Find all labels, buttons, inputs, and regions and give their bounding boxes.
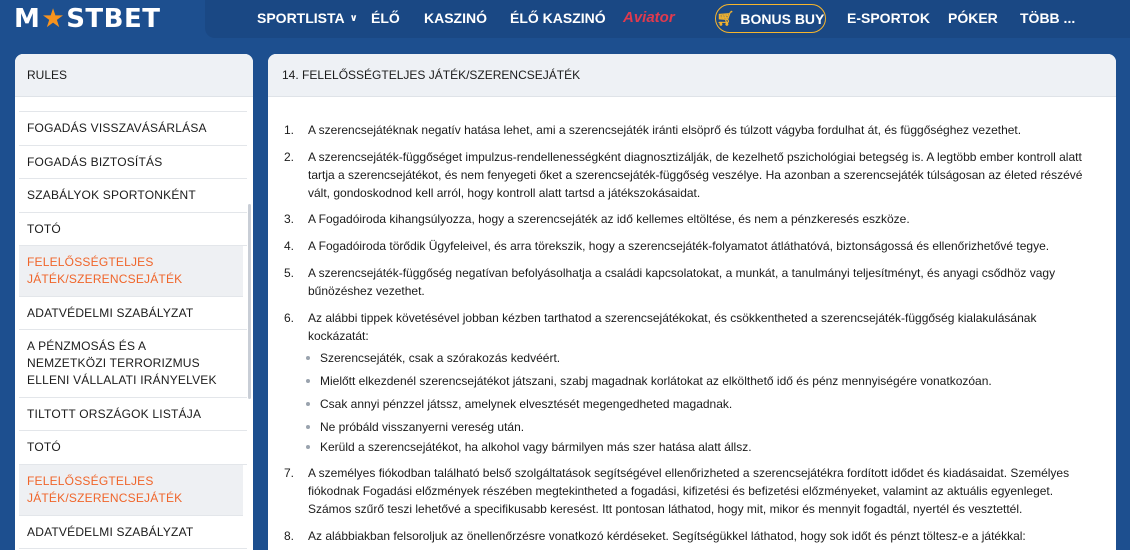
sidebar-item[interactable] [19, 330, 247, 398]
tip-text: Ne próbáld visszanyerni vereség után. [320, 420, 525, 434]
rule-text: Az alábbiakban felsoroljuk az önellenőrzésre vonatkozó kérdéseket. Segítségükkel láthatod, hogy sok időt és pénzt töltesz-e a játékkal: [308, 529, 1026, 543]
nav-sportlista[interactable] [257, 10, 358, 26]
rule-number: 8. [284, 529, 295, 543]
bullet-dot [306, 402, 310, 406]
rule-number: 4. [284, 239, 295, 253]
rule-item [284, 464, 1104, 518]
sidebar-list[interactable] [15, 97, 247, 550]
sidebar-item[interactable] [19, 179, 247, 213]
bullet-dot [306, 445, 310, 449]
chevron-down-icon: ∨ [349, 13, 358, 24]
rule-number: 5. [284, 266, 295, 280]
sidebar-item-label: SZABÁLYOK SPORTONKÉNT [27, 188, 196, 202]
nav-elo-kaszino[interactable]: ÉLŐ KASZINÓ [510, 10, 606, 26]
rule-item [284, 309, 1104, 345]
rule-text: A személyes fiókodban található belső szolgáltatások segítségével ellenőrizheted a szerencsejátékra fordított idődet és kiadásaidat. Személyes fiókodnak Fogadási előzmények részében megtekintheted a fogadási, kifizetési és befizetési előzményeket, valamint az aktuális egyenleget. Számos szűrő teszi lehetővé a specifikusabb keresést. Itt pontosan láthatod, hogy mit, mikor és mennyit fogadtál, nyertél és vesztettél. [308, 466, 1070, 516]
rule-item [284, 121, 1104, 139]
logo-text-right: STBET [66, 4, 161, 34]
nav-esportok[interactable]: E-SPORTOK [847, 10, 930, 26]
sidebar-item-label: TOTÓ [27, 221, 61, 236]
bullet-dot [306, 425, 310, 429]
sidebar-item-label: ADATVÉDELMI SZABÁLYZAT [27, 524, 194, 539]
tip-text: Mielőtt elkezdenél szerencsejátékot játszani, szabj magadnak korlátokat az elkölthető idő és pénz mennyiségére vonatkozóan. [320, 374, 992, 388]
star-icon: ★ [41, 4, 66, 34]
bonus-buy-label: BONUS BUY [740, 10, 825, 27]
rule-text: A Fogadóiroda kihangsúlyozza, hogy a szerencsejáték az idő kellemes eltöltése, és nem a pénzkeresés eszköze. [308, 212, 910, 226]
sidebar-item-label: ADATVÉDELMI SZABÁLYZAT [27, 305, 194, 320]
nav-aviator[interactable]: Aviator [623, 9, 675, 26]
nav-sportlista-label: SPORTLISTA [257, 10, 345, 26]
rule-item [284, 237, 1104, 255]
rule-item [284, 264, 1104, 300]
sidebar-item-label: FELELŐSSÉGTELJES JÁTÉK/SZERENCSEJÁTÉK [27, 255, 183, 286]
main-nav [205, 0, 1130, 38]
cart-icon: 🛒︎ [716, 10, 735, 26]
sidebar-item-label: TOTÓ [27, 440, 61, 454]
bonus-buy-button[interactable] [715, 4, 826, 33]
rules-content [268, 54, 1116, 550]
sidebar-item-active[interactable] [19, 465, 243, 516]
bullet-dot [306, 356, 310, 360]
tip-text: Csak annyi pénzzel játssz, amelynek elvesztését megengedheted magadnak. [320, 397, 733, 411]
rule-item [284, 527, 1104, 545]
section-title: 14. FELELŐSSÉGTELJES JÁTÉK/SZERENCSEJÁTÉK [268, 54, 1116, 97]
sidebar-item[interactable] [19, 112, 247, 146]
rule-text: Az alábbi tippek követésével jobban kézben tarthatod a szerencsejátékokat, és csökkentheted a szerencsejáték-függőség kialakulásának kockázatát: [308, 311, 1037, 343]
rule-number: 3. [284, 212, 295, 226]
sidebar-item[interactable] [19, 431, 247, 465]
rule-number: 6. [284, 311, 295, 325]
sidebar-scrollbar[interactable] [248, 204, 251, 399]
rule-text: A szerencsejátéknak negatív hatása lehet, ami a szerencsejáték iránti elsöprő és túlzott vágyba fordulhat át, és függőséghez vezethet. [308, 123, 1022, 137]
rule-text: A szerencsejáték-függőség negatívan befolyásolhatja a családi kapcsolatokat, a munkát, a tanulmányi teljesítményt, és anyagi csődhöz vagy bűnözéshez vezethet. [308, 266, 1056, 298]
bullet-dot [306, 379, 310, 383]
rule-item [284, 210, 1104, 228]
sidebar-item-active[interactable] [19, 246, 243, 297]
nav-poker[interactable]: PÓKER [948, 10, 998, 26]
sidebar-item-label: FOGADÁS VISSZAVÁSÁRLÁSA [27, 121, 207, 135]
sidebar-item[interactable] [19, 516, 247, 549]
sidebar-title: RULES [15, 54, 253, 97]
sidebar-item-label: FELELŐSSÉGTELJES JÁTÉK/SZERENCSEJÁTÉK [27, 474, 183, 505]
rules-sidebar [15, 54, 253, 550]
mostbet-logo[interactable] [14, 4, 160, 34]
nav-kaszino[interactable]: KASZINÓ [424, 10, 487, 26]
rule-number: 2. [284, 150, 295, 164]
rule-item [284, 148, 1104, 202]
sidebar-item-label: FOGADÁS BIZTOSÍTÁS [27, 154, 163, 169]
sidebar-item-label: TILTOTT ORSZÁGOK LISTÁJA [27, 406, 202, 421]
sidebar-item[interactable] [19, 146, 247, 179]
top-bar [0, 0, 1130, 40]
nav-tobb[interactable]: TÖBB ... [1020, 10, 1076, 26]
sidebar-item-label: A PÉNZMOSÁS ÉS A NEMZETKÖZI TERRORIZMUS ELLENI VÁLLALATI IRÁNYELVEK [27, 339, 217, 387]
logo-text-left: M [14, 4, 41, 34]
sidebar-item[interactable] [19, 398, 247, 431]
sidebar-item-cut[interactable] [19, 97, 247, 112]
rule-text: A szerencsejáték-függőséget impulzus-rendellenességként diagnosztizálják, de kezelhető pszichológiai betegség is. A legtöbb ember kontroll alatt tartja a szerencsejátékot, és nem fenyegeti őket a szerencsejáték-függőség veszélye. Ha azonban a szerencsejáték túlságosan az életed részévé vált, gondoskodnod kell arról, hogy kontroll alatt tartsd a játékszokásaidat. [308, 150, 1083, 200]
sidebar-item[interactable] [19, 297, 247, 330]
nav-elo[interactable]: ÉLŐ [371, 10, 400, 26]
tip-text: Szerencsejáték, csak a szórakozás kedvéért. [320, 351, 561, 365]
rule-number: 7. [284, 466, 295, 480]
rule-number: 1. [284, 123, 295, 137]
tip-text: Kerüld a szerencsejátékot, ha alkohol vagy bármilyen más szer hatása alatt állsz. [320, 440, 752, 454]
sidebar-item[interactable] [19, 213, 247, 246]
rule-text: A Fogadóiroda törődik Ügyfeleivel, és arra törekszik, hogy a szerencsejáték-folyamatot átláthatóvá, biztonságossá és ellenőrizhetővé tegye. [308, 239, 1050, 253]
